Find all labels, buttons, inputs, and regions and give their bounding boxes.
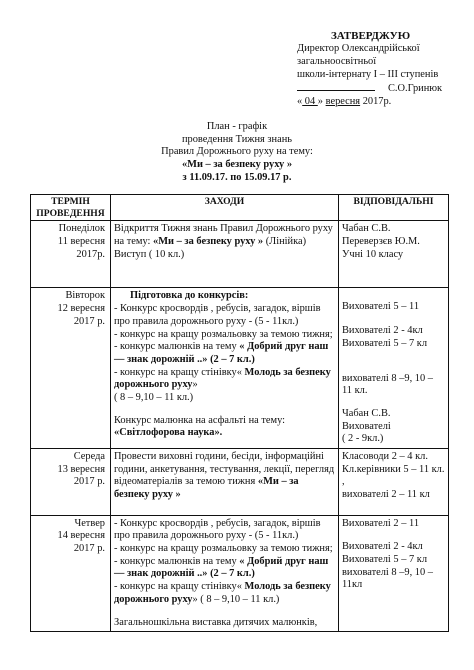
approval-block [297, 30, 467, 109]
plan-dates: з 11.09.17. по 15.09.17 р. [182, 171, 292, 183]
approval-date: « 04 » вересня 2017р. [297, 96, 392, 108]
header-term: ТЕРМІН ПРОВЕДЕННЯ [31, 195, 111, 221]
approval-day: 04 [302, 96, 318, 108]
plan-topic-intro: Правил Дорожнього руху на тему: [161, 146, 313, 158]
approval-month: вересня [325, 96, 361, 108]
row-date: Четвер 14 вересня 2017 р. [31, 515, 111, 632]
approval-line-2: загальноосвітньої [297, 56, 377, 68]
row-responsible: Вихователі 2 – 11 Вихователі 2 - 4кл Вихователі 5 – 7 кл вихователі 8 –9, 10 – 11кл [339, 515, 449, 632]
plan-topic: «Ми – за безпеку руху » [181, 159, 293, 171]
row-date: Понеділок 11 вересня 2017р. [31, 221, 111, 288]
approval-signer: С.О.Гринюк [388, 83, 443, 95]
plan-subtitle: проведення Тижня знань [181, 133, 292, 145]
row-events: Підготовка до конкурсів: - Конкурс кросвордів , ребусів, загадок, віршів про правила дорожнього руху - (5 - 11кл.) - конкурс на кращу розмальовку за темою тижня; - конкурс малюнків на тему « Добрий друг наш — знак дорожній ..» (2 – 7 кл.) - конкурс на кращу стінівку« Молодь за безпеку дорожнього руху» ( 8 – 9,10 – 11 кл.) Конкурс малюнка на асфальті на тему: «Світлофорова наука». [111, 288, 339, 449]
table-row [31, 515, 449, 632]
table-header-row [31, 195, 449, 221]
approval-title: ЗАТВЕРДЖУЮ [331, 30, 411, 42]
row-events: Провести виховні години, бесіди, інформаційні години, анкетування, тестування, лекції, перегляд відеоматеріалів за темою тижня «Ми – за безпеку руху » [111, 448, 339, 515]
plan-heading [0, 121, 474, 184]
table-row [31, 288, 449, 449]
approval-line-1: Директор Олександрійської [297, 43, 420, 55]
table-row [31, 448, 449, 515]
header-responsible: ВІДПОВІДАЛЬНІ [339, 195, 449, 221]
row-date: Вівторок 12 вересня 2017 р. [31, 288, 111, 449]
row-events: Відкриття Тижня знань Правил Дорожнього руху на тему: «Ми – за безпеку руху » (Лінійка) Виступ ( 10 кл.) [111, 221, 339, 288]
signature-blank [297, 81, 375, 91]
schedule-table [30, 194, 449, 632]
row-responsible: Чабан С.В. Переверзєв Ю.М. Учні 10 класу [339, 221, 449, 288]
approval-line-3: школи-інтернату І – ІІІ ступенів [297, 68, 439, 80]
row-events: - Конкурс кросвордів , ребусів, загадок, віршів про правила дорожнього руху - (5 - 11кл.) - конкурс на кращу розмальовку за темою тижня; - конкурс малюнків на тему « Добрий друг наш — знак дорожній ..» (2 – 7 кл.) - конкурс на кращу стінівку« Молодь за безпеку дорожнього руху» ( 8 – 9,10 – 11 кл.) Загальношкільна виставка дитячих малюнків, [111, 515, 339, 632]
row-responsible: Вихователі 5 – 11 Вихователі 2 - 4кл Вихователі 5 – 7 кл вихователі 8 –9, 10 – 11 кл. Чабан С.В. Вихователі ( 2 - 9кл.) [339, 288, 449, 449]
table-row [31, 221, 449, 288]
plan-title: План - графік [206, 121, 268, 132]
row-responsible: Класоводи 2 – 4 кл. Кл.керівники 5 – 11 кл. , вихователі 2 – 11 кл [339, 448, 449, 515]
signature-line [297, 81, 467, 96]
row-date: Середа 13 вересня 2017 р. [31, 448, 111, 515]
header-events: ЗАХОДИ [111, 195, 339, 221]
